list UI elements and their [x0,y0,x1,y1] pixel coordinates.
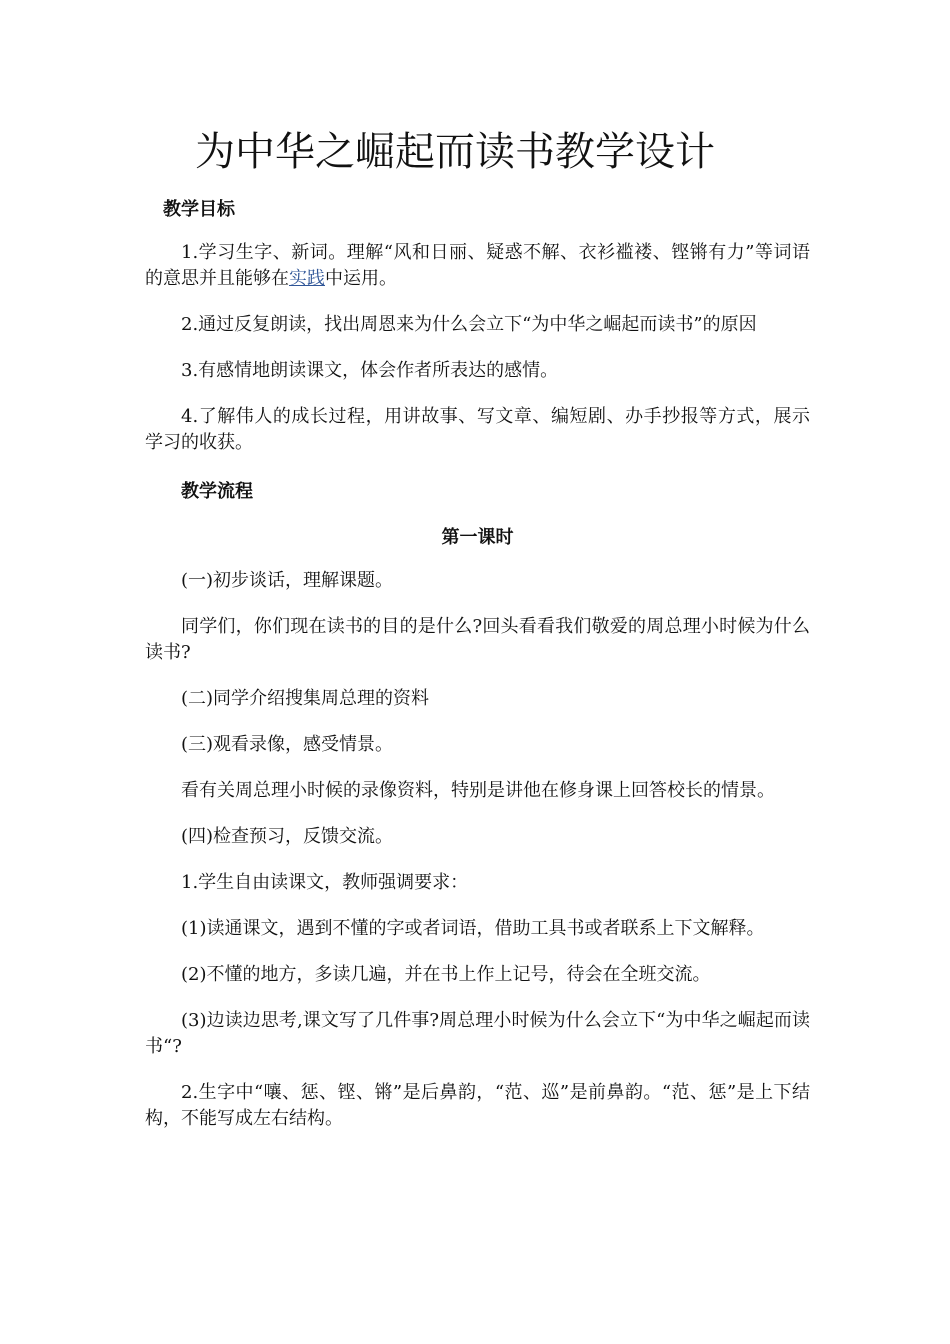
goal-1-text-b: 中运用。 [325,268,397,289]
step-2-heading: (二)同学介绍搜集周总理的资料 [181,688,430,709]
goal-item-2: 2.通过反复朗读，找出周恩来为什么会立下“为中华之崛起而读书”的原因 [181,314,757,335]
section-heading-goals: 教学目标 [163,199,235,220]
step-3-heading: (三)观看录像，感受情景。 [181,734,394,755]
section-heading-flow: 教学流程 [181,481,253,502]
goal-item-3: 3.有感情地朗读课文，体会作者所表达的感情。 [181,360,559,381]
goal-item-4: 4.了解伟人的成长过程，用讲故事、写文章、编短剧、办手抄报等方式，展示学习的收获。 [145,406,810,453]
step-4-item-1: 1.学生自由读课文，教师强调要求： [181,872,469,893]
requirement-3: (3)边读边思考,课文写了几件事?周总理小时候为什么会立下“为中华之崛起而读书“? [145,1010,810,1057]
step-1-heading: (一)初步谈话，理解课题。 [181,570,394,591]
step-3-text: 看有关周总理小时候的录像资料，特别是讲他在修身课上回答校长的情景。 [181,780,775,801]
document-title: 为中华之崛起而读书教学设计 [195,129,715,175]
requirement-1: (1)读通课文，遇到不懂的字或者词语，借助工具书或者联系上下文解释。 [181,918,765,939]
goal-1-text-a: 1.学习生字、新词。理解“风和日丽、疑惑不解、衣衫褴褛、铿锵有力”等词语的意思并且能够在 [145,242,810,289]
lesson-heading: 第一课时 [441,527,514,548]
goal-item-1 [145,240,810,292]
step-4-heading: (四)检查预习，反馈交流。 [181,826,394,847]
step-1-text: 同学们，你们现在读书的目的是什么?回头看看我们敬爱的周总理小时候为什么读书? [145,616,810,663]
practice-link[interactable]: 实践 [289,268,325,289]
document-body [145,194,810,1132]
step-4-item-2: 2.生字中“嚷、惩、铿、锵”是后鼻韵，“范、巡”是前鼻韵。“范、惩”是上下结构，不能写成左右结构。 [145,1082,810,1129]
requirement-2: (2)不懂的地方，多读几遍，并在书上作上记号，待会在全班交流。 [181,964,711,985]
